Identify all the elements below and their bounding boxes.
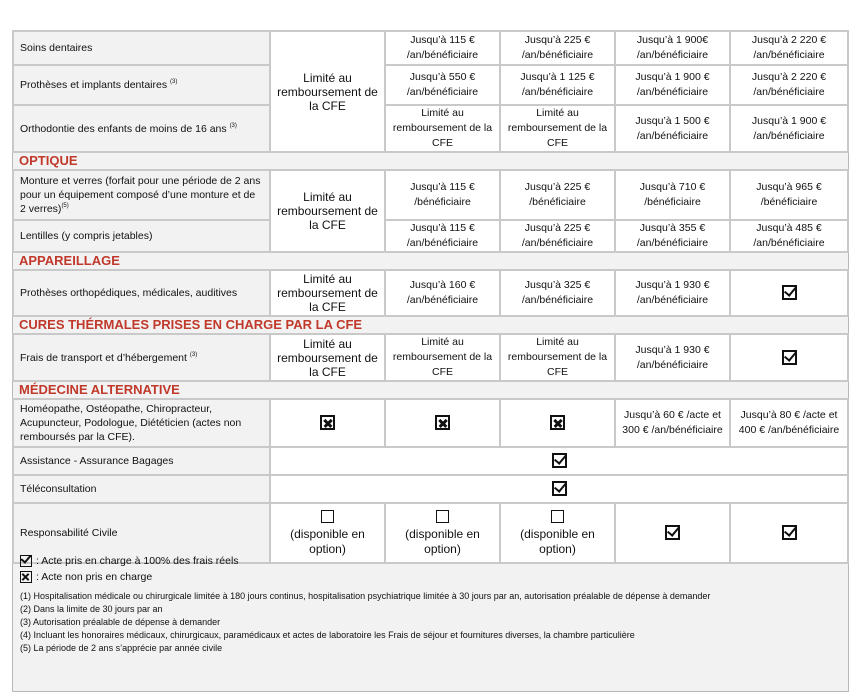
cell-formula-1: Limité au remboursement de la CFE — [270, 31, 385, 152]
cell-formula-2 — [385, 399, 500, 447]
footnote: (4) Incluant les honoraires médicaux, chirurgicaux, paramédicaux et actes de laboratoire les Frais de séjour et fournitures diverses, la chambre particulière — [20, 630, 635, 640]
cell-formula-1: Limité au remboursement de la CFE — [270, 334, 385, 381]
cell-formula-2 — [385, 503, 500, 563]
cell-all-formulas — [270, 475, 848, 503]
table-row — [13, 475, 848, 503]
cell-formula-2: Jusqu’à 550 € /an/bénéficiaire — [385, 65, 500, 105]
cell-formula-1 — [270, 399, 385, 447]
checked-box-icon — [782, 525, 797, 540]
cell-formula-4: Jusqu’à 1 500 € /an/bénéficiaire — [615, 105, 730, 152]
legend-covered-text: : Acte pris en charge à 100% des frais réels — [36, 555, 239, 567]
cell-formula-5: Jusqu’à 2 220 € /an/bénéficiaire — [730, 65, 848, 105]
legend — [20, 553, 239, 585]
option-text: (disponible en option) — [520, 526, 595, 556]
checked-box-icon — [20, 555, 32, 567]
crossed-box-icon — [435, 415, 450, 430]
table-row — [13, 270, 848, 316]
cell-formula-4: Jusqu’à 710 € /bénéficiaire — [615, 170, 730, 220]
legend-not-covered — [20, 569, 239, 585]
cell-formula-5 — [730, 270, 848, 316]
section-title: OPTIQUE — [13, 152, 848, 170]
cell-formula-5: Jusqu’à 80 € /acte et 400 € /an/bénéficiaire — [730, 399, 848, 447]
row-label: Monture et verres (forfait pour une période de 2 ans pour un équipement composé d’une monture et de 2 verres)$^{(5)}$ — [13, 170, 270, 220]
row-label: Frais de transport et d’hébergement $^{(3)}$ — [13, 334, 270, 381]
cell-formula-3 — [500, 399, 615, 447]
row-label: Prothèses et implants dentaires $^{(3)}$ — [13, 65, 270, 105]
row-label: Responsabilité Civile — [13, 503, 270, 563]
cell-formula-4: Jusqu’à 1 930 € /an/bénéficiaire — [615, 270, 730, 316]
table-row — [13, 31, 848, 65]
cell-formula-5: Jusqu’à 2 220 € /an/bénéficiaire — [730, 31, 848, 65]
table-row — [13, 447, 848, 475]
crossed-box-icon — [320, 415, 335, 430]
table-row — [13, 334, 848, 381]
crossed-box-icon — [550, 415, 565, 430]
cell-formula-1: Limité au remboursement de la CFE — [270, 170, 385, 252]
cell-formula-3: Jusqu’à 1 125 € /an/bénéficiaire — [500, 65, 615, 105]
table-row — [13, 170, 848, 220]
row-label: Soins dentaires — [13, 31, 270, 65]
row-label: Prothèses orthopédiques, médicales, auditives — [13, 270, 270, 316]
table-row — [13, 105, 848, 152]
cell-formula-5 — [730, 503, 848, 563]
footnote: (5) La période de 2 ans s’apprécie par année civile — [20, 643, 223, 653]
cell-formula-2: Limité au remboursement de la CFE — [385, 105, 500, 152]
table-row — [13, 399, 848, 447]
checked-box-icon — [552, 453, 567, 468]
section-header-medecine — [13, 381, 848, 399]
legend-not-covered-text: : Acte non pris en charge — [36, 571, 153, 583]
cell-formula-3: Limité au remboursement de la CFE — [500, 334, 615, 381]
cell-formula-3 — [500, 503, 615, 563]
cell-formula-3: Jusqu’à 225 € /bénéficiaire — [500, 170, 615, 220]
checked-box-icon — [665, 525, 680, 540]
cell-formula-4: Jusqu’à 355 € /an/bénéficiaire — [615, 220, 730, 252]
cell-formula-1: Limité au remboursement de la CFE — [270, 270, 385, 316]
row-label: Assistance - Assurance Bagages — [13, 447, 270, 475]
cell-formula-2: Jusqu’à 115 € /an/bénéficiaire — [385, 220, 500, 252]
empty-checkbox-icon — [436, 510, 449, 523]
cell-formula-4: Jusqu’à 60 € /acte et 300 € /an/bénéficiaire — [615, 399, 730, 447]
empty-checkbox-icon — [551, 510, 564, 523]
cell-formula-4: Jusqu’à 1 900€ /an/bénéficiaire — [615, 31, 730, 65]
footnote: (2) Dans la limite de 30 jours par an — [20, 604, 163, 614]
cell-formula-3: Limité au remboursement de la CFE — [500, 105, 615, 152]
coverage-table — [12, 30, 849, 564]
footnotes — [20, 590, 710, 655]
cell-formula-3: Jusqu’à 225 € /an/bénéficiaire — [500, 220, 615, 252]
cell-formula-5 — [730, 334, 848, 381]
cell-all-formulas — [270, 447, 848, 475]
section-title: MÉDECINE ALTERNATIVE — [13, 381, 848, 399]
section-header-cures — [13, 316, 848, 334]
cell-formula-5: Jusqu’à 485 € /an/bénéficiaire — [730, 220, 848, 252]
checked-box-icon — [552, 481, 567, 496]
cell-formula-3: Jusqu’à 325 € /an/bénéficiaire — [500, 270, 615, 316]
legend-covered — [20, 553, 239, 569]
section-title: CURES THÉRMALES PRISES EN CHARGE PAR LA CFE — [13, 316, 848, 334]
table-row — [13, 65, 848, 105]
cell-formula-1 — [270, 503, 385, 563]
footnote: (3) Autorisation préalable de dépense à demander — [20, 617, 221, 627]
cell-formula-2: Jusqu’à 115 € /bénéficiaire — [385, 170, 500, 220]
cell-formula-4: Jusqu’à 1 900 € /an/bénéficiaire — [615, 65, 730, 105]
cell-formula-3: Jusqu’à 225 € /an/bénéficiaire — [500, 31, 615, 65]
checked-box-icon — [782, 350, 797, 365]
cell-formula-2: Jusqu’à 160 € /an/bénéficiaire — [385, 270, 500, 316]
option-text: (disponible en option) — [405, 526, 480, 556]
row-label: Orthodontie des enfants de moins de 16 ans $^{(3)}$ — [13, 105, 270, 152]
table-row — [13, 220, 848, 252]
footnote: (1) Hospitalisation médicale ou chirurgicale limitée à 180 jours continus, hospitalisation psychiatrique limitée à 30 jours par an, autorisation préalable de dépense à demander — [20, 591, 711, 601]
section-header-optique — [13, 152, 848, 170]
section-title: APPAREILLAGE — [13, 252, 848, 270]
row-label: Lentilles (y compris jetables) — [13, 220, 270, 252]
cell-formula-5: Jusqu’à 1 900 € /an/bénéficiaire — [730, 105, 848, 152]
checked-box-icon — [782, 285, 797, 300]
cell-formula-4 — [615, 503, 730, 563]
row-label: Homéopathe, Ostéopathe, Chiropracteur, Acupuncteur, Podologue, Diététicien (actes non remboursés par la CFE). — [13, 399, 270, 447]
crossed-box-icon — [20, 571, 32, 583]
cell-formula-5: Jusqu’à 965 € /bénéficiaire — [730, 170, 848, 220]
row-label: Téléconsultation — [13, 475, 270, 503]
section-header-appareillage — [13, 252, 848, 270]
cell-formula-2: Limité au remboursement de la CFE — [385, 334, 500, 381]
option-text: (disponible en option) — [290, 526, 365, 556]
cell-formula-2: Jusqu’à 115 € /an/bénéficiaire — [385, 31, 500, 65]
cell-formula-4: Jusqu’à 1 930 € /an/bénéficiaire — [615, 334, 730, 381]
empty-checkbox-icon — [321, 510, 334, 523]
